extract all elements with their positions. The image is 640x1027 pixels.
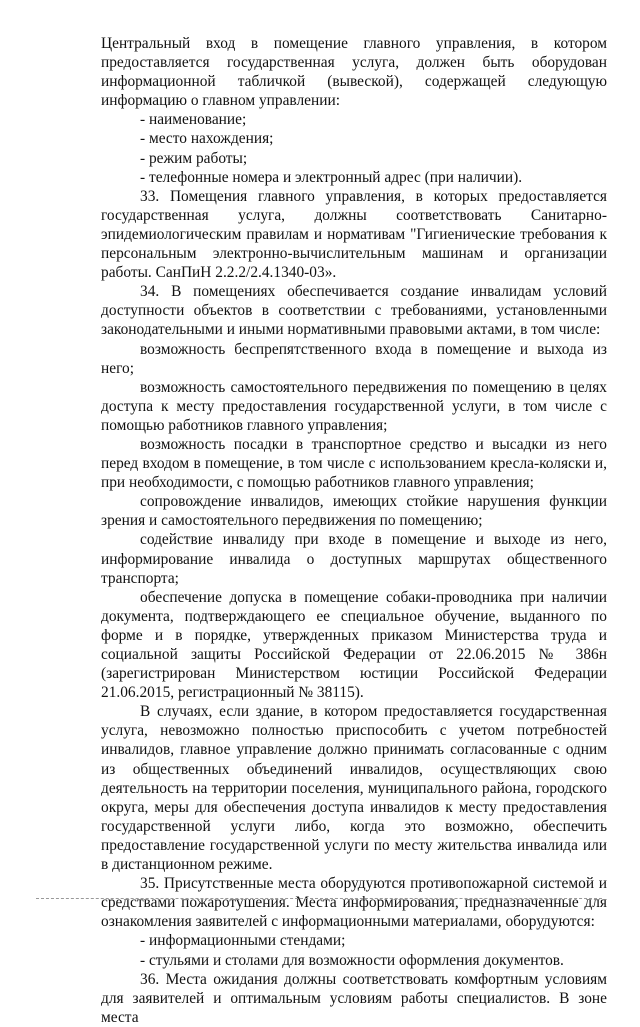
- paragraph: возможность беспрепятственного входа в помещение и выхода из него;: [101, 340, 607, 377]
- list-item: - стульями и столами для возможности оформления документов.: [140, 951, 564, 969]
- paragraph: возможность посадки в транспортное средство и высадки из него перед входом в помещение, в том числе с использованием кресла-коляски и, при необходимости, с помощью работников главного управления;: [101, 435, 607, 492]
- list-item: - телефонные номера и электронный адрес (при наличии).: [140, 168, 523, 186]
- paragraph: возможность самостоятельного передвижения по помещению в целях доступа к месту предоставления государственной услуги, в том числе с помощью работников главного управления;: [101, 378, 607, 434]
- paragraph: сопровождение инвалидов, имеющих стойкие нарушения функции зрения и самостоятельного передвижения по помещению;: [101, 493, 607, 530]
- list-item: - место нахождения;: [140, 130, 274, 148]
- document-page: [101, 34, 607, 1027]
- list-item: - информационными стендами;: [140, 932, 346, 950]
- list-item: - наименование;: [140, 111, 247, 129]
- paragraph: 33. Помещения главного управления, в которых предоставляется государственная услуга, должны соответствовать Санитарно-эпидемиологическим правилам и нормативам "Гигиенические требования к персональным электронно-вычислительным машинам и организации работы. СанПиН 2.2.2/2.4.1340-03».: [101, 187, 607, 282]
- paragraph: Центральный вход в помещение главного управления, в котором предоставляется государственная услуга, должен быть оборудован информационной табличкой (вывеской), содержащей следующую информацию о главном управлении:: [101, 35, 607, 110]
- paragraph: обеспечение допуска в помещение собаки-проводника при наличии документа, подтверждающего ее специальное обучение, выданного по форме и в порядке, утвержденных приказом Министерства труда и социальной защиты Российской Федерации от 22.06.2015 № 386н (зарегистрирован Министерством юстиции Российской Федерации 21.06.2015, регистрационный № 38115).: [101, 588, 607, 702]
- paragraph: В случаях, если здание, в котором предоставляется государственная услуга, невозможно полностью приспособить с учетом потребностей инвалидов, главное управление должно принимать согласованные с одним из общественных объединений инвалидов, осуществляющих свою деятельность на территории поселения, муниципального района, городского округа, меры для обеспечения доступа инвалидов к месту предоставления государственной услуги либо, когда это возможно, обеспечить предоставление государственной услуги по месту жительства инвалида или в дистанционном режиме.: [101, 703, 607, 874]
- paragraph: 35. Присутственные места оборудуются противопожарной системой и средствами пожаротушения. Места информирования, предназначенные для ознакомления заявителей с информационными материалами, оборудуются:: [101, 875, 607, 931]
- list-item: - режим работы;: [140, 149, 248, 167]
- page-bottom-divider: [36, 898, 602, 899]
- paragraph: 34. В помещениях обеспечивается создание инвалидам условий доступности объектов в соответствии с требованиями, установленными законодательными и иными нормативными правовыми актами, в том числе:: [101, 283, 607, 339]
- paragraph: 36. Места ожидания должны соответствовать комфортным условиям для заявителей и оптимальным условиям работы специалистов. В зоне места: [101, 970, 607, 1026]
- paragraph: содействие инвалиду при входе в помещение и выходе из него, информирование инвалида о доступных маршрутах общественного транспорта;: [101, 531, 607, 587]
